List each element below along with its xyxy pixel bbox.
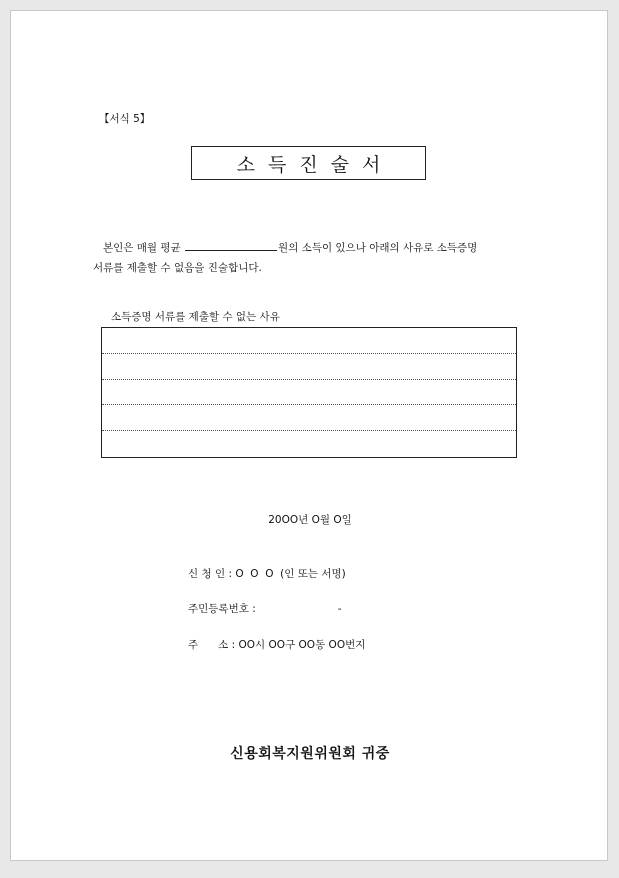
applicant-line: 신 청 인 : O O O (인 또는 서명): [188, 568, 346, 580]
document-page: [10, 10, 608, 861]
income-blank-field[interactable]: [185, 239, 277, 251]
resident-number-line: [188, 601, 342, 616]
statement-line-1: [93, 238, 477, 258]
address-line: 주 소 : OO시 OO구 OO동 OO번지: [188, 639, 366, 651]
statement-paragraph: [93, 238, 477, 278]
reason-row-4[interactable]: [102, 405, 516, 431]
statement-line-2: 서류를 제출할 수 없음을 진술합니다.: [93, 262, 262, 274]
reason-row-3[interactable]: [102, 380, 516, 406]
reason-label: 소득증명 서류를 제출할 수 없는 사유: [111, 311, 280, 323]
addressee: 신용회복지원위원회 귀중: [230, 746, 390, 762]
reason-table: [101, 327, 517, 458]
document-title: 소득진술서: [191, 146, 426, 180]
date-line: 20OO년 O월 O일: [268, 514, 352, 526]
form-number: 【서식 5】: [99, 113, 151, 125]
reason-row-1[interactable]: [102, 328, 516, 354]
statement-line-1-before: 본인은 매월 평균: [103, 242, 181, 254]
resident-number-dash: -: [337, 603, 342, 615]
reason-row-2[interactable]: [102, 354, 516, 380]
statement-line-1-after: 원의 소득이 있으나 아래의 사유로 소득증명: [278, 242, 478, 254]
resident-number-label: 주민등록번호 :: [188, 603, 256, 615]
reason-row-5[interactable]: [102, 431, 516, 457]
